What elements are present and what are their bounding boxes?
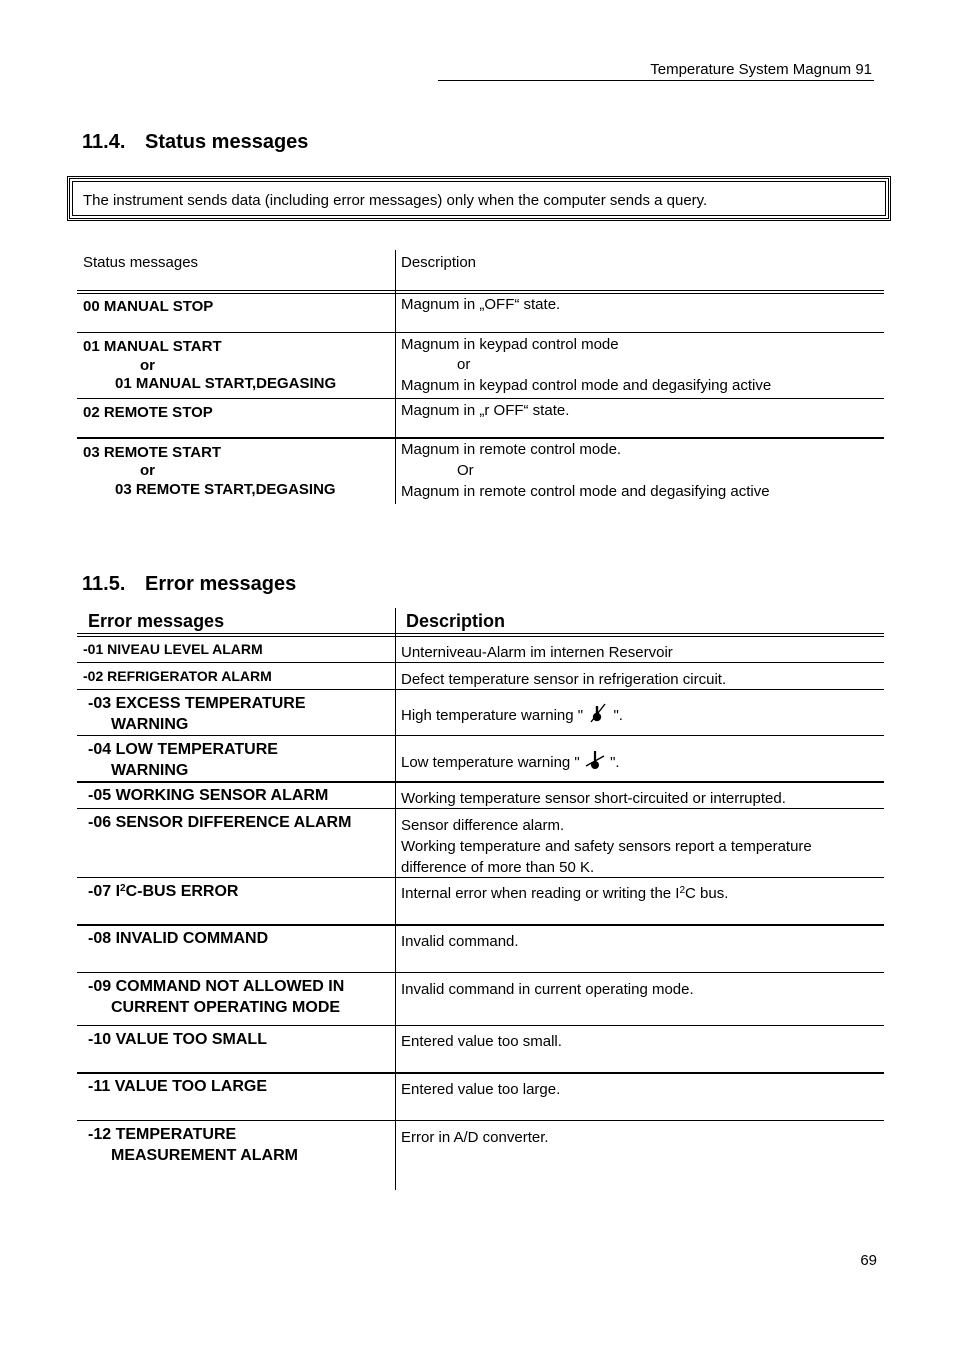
- error-code: CURRENT OPERATING MODE: [111, 999, 341, 1016]
- error-code-text: C-BUS ERROR: [125, 883, 239, 900]
- row-rule: [77, 781, 884, 783]
- status-desc: Magnum in remote control mode and degasifying active: [401, 483, 770, 500]
- error-code: -09 COMMAND NOT ALLOWED IN: [88, 978, 345, 995]
- error-code: WARNING: [111, 762, 189, 779]
- error-code: -02 REFRIGERATOR ALARM: [83, 668, 272, 684]
- notice-text: The instrument sends data (including error messages) only when the computer sends a query.: [83, 192, 708, 209]
- error-desc: Working temperature and safety sensors report a temperature: [401, 838, 812, 855]
- error-desc: Entered value too small.: [401, 1033, 562, 1050]
- row-rule: [77, 1025, 884, 1026]
- superscript: 2: [120, 883, 126, 894]
- row-rule: [77, 735, 884, 736]
- error-col-header-code: Error messages: [88, 611, 225, 631]
- status-code: 01 MANUAL START: [83, 338, 222, 355]
- error-code: -04 LOW TEMPERATURE: [88, 741, 278, 758]
- error-section-number: 11.5.: [82, 573, 126, 595]
- error-code: -12 TEMPERATURE: [88, 1126, 237, 1143]
- error-section-title: Error messages: [145, 573, 297, 595]
- superscript: 2: [679, 885, 686, 896]
- status-desc: Magnum in keypad control mode: [401, 336, 619, 353]
- error-table-divider: [395, 608, 396, 1190]
- error-desc: Error in A/D converter.: [401, 1129, 549, 1146]
- error-desc: Sensor difference alarm.: [401, 817, 565, 834]
- header-rule: [438, 80, 874, 81]
- row-rule: [77, 808, 884, 809]
- error-code: -11 VALUE TOO LARGE: [88, 1078, 267, 1095]
- status-desc-or: or: [457, 356, 471, 373]
- error-desc: difference of more than 50 K.: [401, 859, 595, 876]
- status-code: 03 REMOTE START,DEGASING: [115, 481, 336, 498]
- error-code: -06 SENSOR DIFFERENCE ALARM: [88, 814, 352, 831]
- error-desc: Invalid command.: [401, 933, 519, 950]
- row-rule: [77, 332, 884, 333]
- thermometer-low-icon: [584, 749, 606, 771]
- row-rule: [77, 662, 884, 663]
- error-code: MEASUREMENT ALARM: [111, 1147, 298, 1164]
- status-section-number: 11.4.: [82, 131, 126, 153]
- error-code: WARNING: [111, 716, 189, 733]
- row-rule: [77, 924, 884, 926]
- error-desc: [401, 702, 623, 726]
- status-col-header-code: Status messages: [83, 254, 199, 271]
- status-desc-or: Or: [457, 462, 474, 479]
- status-desc: Magnum in keypad control mode and degasifying active: [401, 377, 772, 394]
- error-desc: Entered value too large.: [401, 1081, 561, 1098]
- status-code: 01 MANUAL START,DEGASING: [115, 375, 337, 392]
- row-rule: [77, 972, 884, 973]
- status-table-divider: [395, 250, 396, 504]
- error-desc-text: ".: [613, 707, 623, 724]
- status-code: 02 REMOTE STOP: [83, 404, 213, 421]
- status-col-header-desc: Description: [401, 254, 477, 271]
- status-desc: Magnum in „OFF“ state.: [401, 296, 561, 313]
- status-section-title: Status messages: [145, 131, 309, 153]
- status-desc: Magnum in „r OFF“ state.: [401, 402, 570, 419]
- error-desc-text: High temperature warning ": [401, 707, 584, 724]
- row-rule: [77, 1120, 884, 1121]
- error-desc: [401, 884, 728, 904]
- status-header-rule: [77, 290, 884, 291]
- error-section-heading: [82, 573, 296, 596]
- error-desc: Invalid command in current operating mode.: [401, 981, 694, 998]
- error-col-header-desc: Description: [406, 611, 506, 631]
- status-desc: Magnum in remote control mode.: [401, 441, 622, 458]
- error-desc-text: C bus.: [685, 885, 729, 902]
- notice-box: [67, 176, 891, 221]
- page-number: 69: [860, 1252, 877, 1269]
- error-desc: [401, 749, 620, 773]
- error-code: [88, 882, 238, 902]
- error-code: -08 INVALID COMMAND: [88, 930, 269, 947]
- error-code: -05 WORKING SENSOR ALARM: [88, 787, 329, 804]
- error-desc-text: ".: [610, 754, 620, 771]
- running-header: Temperature System Magnum 91: [650, 61, 872, 78]
- row-rule: [77, 877, 884, 878]
- thermometer-high-icon: [587, 702, 609, 724]
- status-code: 00 MANUAL STOP: [83, 298, 214, 315]
- error-code-text: -07 I: [88, 883, 121, 900]
- status-code: 03 REMOTE START: [83, 444, 222, 461]
- error-desc: Unterniveau-Alarm im internen Reservoir: [401, 644, 673, 661]
- status-section-heading: [82, 131, 308, 154]
- error-code: -03 EXCESS TEMPERATURE: [88, 695, 306, 712]
- error-desc-text: Low temperature warning ": [401, 754, 580, 771]
- row-rule: [77, 689, 884, 690]
- status-code-or: or: [140, 462, 155, 479]
- error-code: -10 VALUE TOO SMALL: [88, 1031, 267, 1048]
- error-desc: Defect temperature sensor in refrigeration circuit.: [401, 671, 727, 688]
- status-code-or: or: [140, 357, 155, 374]
- error-code: -01 NIVEAU LEVEL ALARM: [83, 641, 263, 657]
- error-desc-text: Internal error when reading or writing the I: [401, 885, 680, 902]
- error-desc: Working temperature sensor short-circuited or interrupted.: [401, 790, 786, 807]
- error-header-rule: [77, 633, 884, 634]
- row-rule: [77, 398, 884, 399]
- row-rule: [77, 437, 884, 439]
- row-rule: [77, 1072, 884, 1074]
